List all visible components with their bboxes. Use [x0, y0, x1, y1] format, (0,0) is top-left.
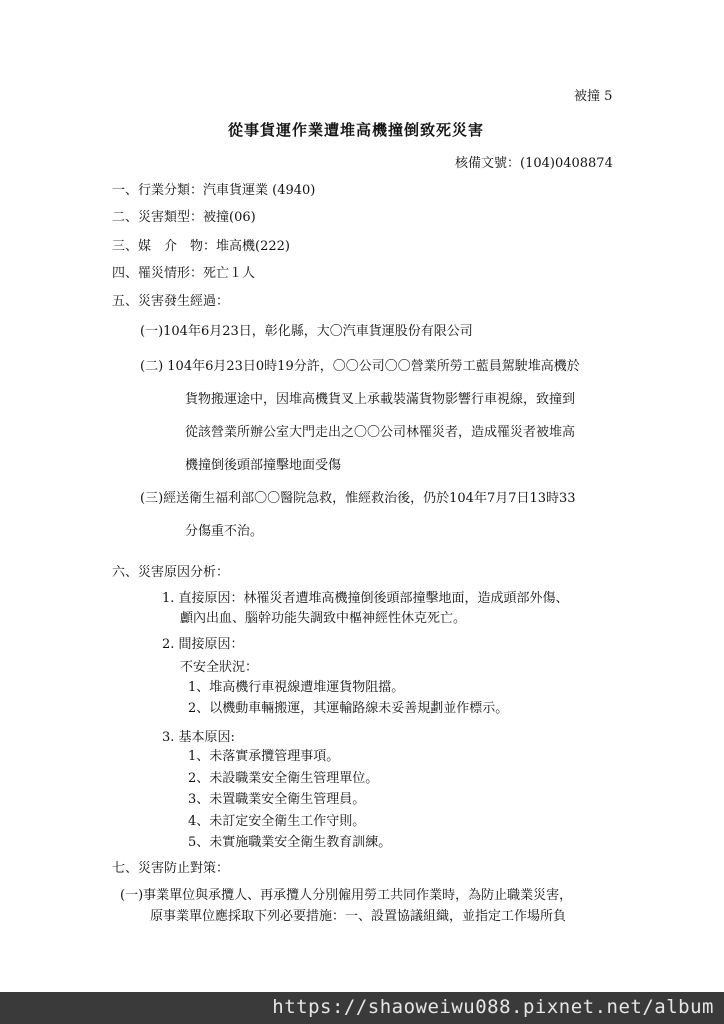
cause-basic-item-4: 4、未訂定安全衛生工作守則。 — [188, 814, 366, 829]
prevention-item-1-line-2: 原事業單位應採取下列必要措施：一、設置協議組織，並指定工作場所負 — [150, 909, 567, 924]
cause-basic-item-3: 3、未置職業安全衛生管理員。 — [188, 792, 366, 807]
section-cause-heading: 六、災害原因分析： — [112, 565, 230, 580]
reference-number: 核備文號：(104)0408874 — [455, 156, 613, 171]
process-item-2-line-4: 機撞倒後頭部撞擊地面受傷 — [185, 458, 342, 473]
process-item-1: (一)104年6月23日，彰化縣，大〇汽車貨運股份有限公司 — [140, 324, 473, 339]
page-label: 被撞 5 — [574, 89, 613, 104]
cause-basic-heading: 3. 基本原因: — [162, 730, 235, 745]
cause-indirect-item-1: 1、堆高機行車視線遭堆運貨物阻擋。 — [188, 680, 405, 695]
cause-indirect-item-2: 2、以機動車輛搬運，其運輸路線未妥善規劃並作標示。 — [188, 701, 509, 716]
section-casualty: 四、罹災情形：死亡１人 — [112, 266, 256, 281]
section-process-heading: 五、災害發生經過： — [112, 294, 230, 309]
section-industry: 一、行業分類：汽車貨運業 (4940) — [112, 183, 316, 198]
document-title: 從事貨運作業遭堆高機撞倒致死災害 — [228, 121, 485, 139]
cause-basic-item-1: 1、未落實承攬管理事項。 — [188, 749, 340, 764]
watermark-bar — [0, 992, 724, 1024]
process-item-2-line-2: 貨物搬運途中，因堆高機貨叉上承載裝滿貨物影響行車視線，致撞到 — [185, 392, 576, 407]
cause-basic-item-2: 2、未設職業安全衛生管理單位。 — [188, 771, 379, 786]
process-item-3-line-2: 分傷重不治。 — [185, 524, 264, 539]
section-type: 二、災害類型：被撞(06) — [112, 210, 256, 225]
watermark-url[interactable]: https://shaoweiwu088.pixnet.net/album — [272, 996, 714, 1018]
cause-indirect-heading: 2. 間接原因： — [162, 637, 244, 652]
process-item-2-line-3: 從該營業所辦公室大門走出之〇〇公司林罹災者，造成罹災者被堆高 — [185, 425, 576, 440]
section-prevention-heading: 七、災害防止對策： — [112, 861, 230, 876]
cause-direct-line-2: 顱內出血、腦幹功能失調致中樞神經性休克死亡。 — [180, 611, 467, 626]
cause-unsafe-condition-heading: 不安全狀況： — [180, 660, 259, 675]
section-medium: 三、媒 介 物：堆高機(222) — [112, 239, 290, 254]
cause-direct-line-1: 1. 直接原因：林罹災者遭堆高機撞倒後頭部撞擊地面，造成頭部外傷、 — [162, 591, 569, 606]
cause-basic-item-5: 5、未實施職業安全衛生教育訓練。 — [188, 835, 392, 850]
prevention-item-1-line-1: (一)事業單位與承攬人、再承攬人分別僱用勞工共同作業時，為防止職業災害， — [120, 888, 573, 903]
process-item-2-line-1: (二) 104年6月23日0時19分許，〇〇公司〇〇營業所勞工藍員駕駛堆高機於 — [140, 359, 580, 374]
process-item-3-line-1: (三)經送衛生福利部〇〇醫院急救，惟經救治後，仍於104年7月7日13時33 — [140, 491, 576, 506]
